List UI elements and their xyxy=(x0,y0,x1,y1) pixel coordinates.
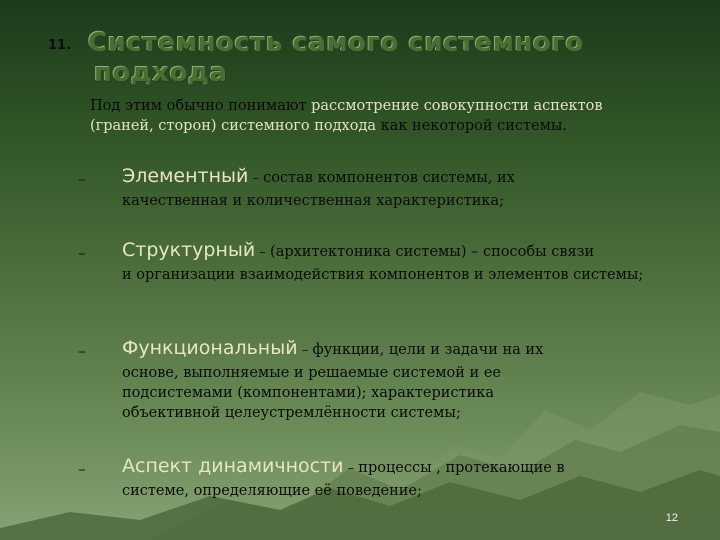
bullet-term: Элементный xyxy=(122,165,249,187)
bullet-dash: – xyxy=(78,342,86,360)
bullet-continuation: и организации взаимодействия компонентов и элементов системы; xyxy=(122,267,644,283)
bullet-item-elemental xyxy=(122,166,682,211)
bullet-separator: – xyxy=(255,245,271,260)
slide-title xyxy=(88,28,648,88)
bullet-text: состав компонентов системы, их xyxy=(263,170,515,186)
bullet-continuation: основе, выполняемые и решаемые системой и ее подсистемами (компонентами); характеристика объективной целеустремлённости системы; xyxy=(122,365,501,421)
bullet-dash: – xyxy=(78,244,86,262)
bullet-continuation: качественная и количественная характеристика; xyxy=(122,193,504,209)
bullet-text: (архитектоника системы) – способы связи xyxy=(270,244,595,260)
bullet-term: Функциональный xyxy=(122,337,298,359)
intro-prefix: Под этим обычно понимают xyxy=(90,98,312,114)
bullet-separator: – xyxy=(343,461,359,476)
bullet-item-dynamic xyxy=(122,456,682,501)
bullet-item-functional xyxy=(122,338,682,423)
bullet-term: Аспект динамичности xyxy=(122,455,344,477)
title-line-2: подхода xyxy=(94,58,228,88)
intro-paragraph xyxy=(90,96,670,136)
intro-highlight-1: рассмотрение совокупности xyxy=(311,98,529,114)
bullet-term: Структурный xyxy=(122,239,256,261)
bullet-separator: – xyxy=(248,171,264,186)
bullet-dash: – xyxy=(78,170,86,188)
bullet-text: процессы , протекающие в xyxy=(358,460,565,476)
page-number: 12 xyxy=(665,512,678,524)
bullet-text: функции, цели и задачи на их xyxy=(312,342,544,358)
bullet-dash: – xyxy=(78,460,86,478)
intro-highlight-2: аспектов (граней, сторон) системного подхода xyxy=(90,98,603,134)
bullet-continuation: системе, определяющие её поведение; xyxy=(122,483,422,499)
slide-number-label: 11. xyxy=(48,38,72,53)
intro-suffix: как некоторой системы. xyxy=(376,118,568,134)
bullet-separator: – xyxy=(297,343,313,358)
title-line-1: Системность самого системного xyxy=(88,28,584,58)
bullet-item-structural xyxy=(122,240,682,285)
